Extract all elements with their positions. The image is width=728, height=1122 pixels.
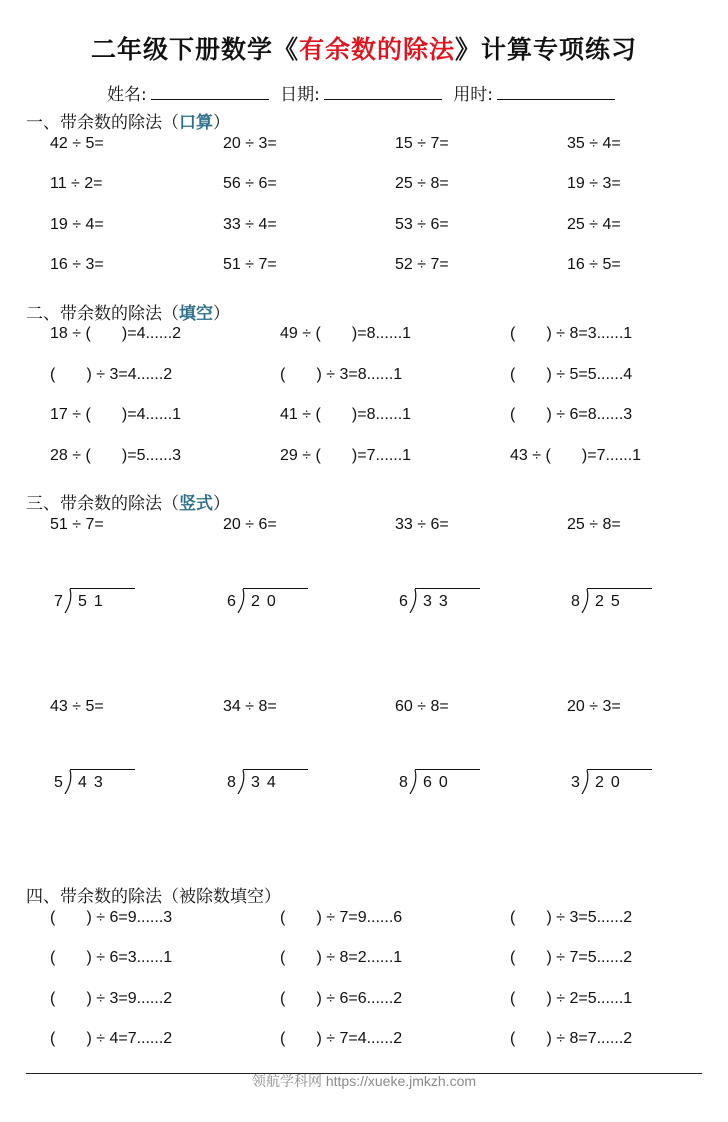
- problem-item[interactable]: 35 ÷ 4=: [567, 135, 621, 152]
- divisor: 8: [399, 774, 408, 791]
- problem-item[interactable]: 25 ÷ 4=: [567, 216, 621, 233]
- problem-item[interactable]: 18 ÷ ( )=4......2: [50, 325, 182, 342]
- division-bar: [587, 588, 652, 589]
- section-3-heading: 三、带余数的除法（竖式）: [26, 494, 230, 514]
- divisor: 6: [399, 593, 408, 610]
- problem-item[interactable]: 19 ÷ 3=: [567, 175, 621, 192]
- date-label: 日期:: [280, 85, 320, 105]
- problem-item[interactable]: ( ) ÷ 8=3......1: [510, 325, 633, 342]
- dividend: 20: [251, 593, 283, 610]
- problem-item[interactable]: 42 ÷ 5=: [50, 135, 104, 152]
- problem-item[interactable]: 34 ÷ 8=: [223, 698, 277, 715]
- problem-item[interactable]: 20 ÷ 3=: [567, 698, 621, 715]
- division-bar: [70, 588, 135, 589]
- problem-item[interactable]: ( ) ÷ 5=5......4: [510, 366, 633, 383]
- problem-row: [0, 909, 728, 933]
- problem-item[interactable]: 20 ÷ 3=: [223, 135, 277, 152]
- division-bar: [243, 588, 308, 589]
- problem-item[interactable]: 25 ÷ 8=: [567, 516, 621, 533]
- problem-item[interactable]: 16 ÷ 3=: [50, 256, 104, 273]
- problem-item[interactable]: ( ) ÷ 8=7......2: [510, 1030, 633, 1047]
- problem-item[interactable]: ( ) ÷ 3=9......2: [50, 990, 173, 1007]
- problem-item[interactable]: ( ) ÷ 3=5......2: [510, 909, 633, 926]
- problem-item[interactable]: ( ) ÷ 6=8......3: [510, 406, 633, 423]
- division-bracket-icon: [409, 770, 421, 794]
- problem-row: [0, 1030, 728, 1054]
- problem-item[interactable]: 19 ÷ 4=: [50, 216, 104, 233]
- division-bar: [243, 769, 308, 770]
- problem-row: [0, 325, 728, 349]
- section-4-heading: 四、带余数的除法（被除数填空）: [26, 887, 281, 907]
- division-bar: [70, 769, 135, 770]
- problem-item[interactable]: 25 ÷ 8=: [395, 175, 449, 192]
- title-highlight: 有余数的除法: [298, 35, 455, 64]
- divisor: 3: [571, 774, 580, 791]
- problem-item[interactable]: ( ) ÷ 6=9......3: [50, 909, 173, 926]
- problem-item[interactable]: 51 ÷ 7=: [223, 256, 277, 273]
- student-info-line: [0, 80, 728, 105]
- dividend: 60: [423, 774, 455, 791]
- problem-item[interactable]: 15 ÷ 7=: [395, 135, 449, 152]
- division-bracket-icon: [581, 770, 593, 794]
- problem-item[interactable]: 20 ÷ 6=: [223, 516, 277, 533]
- problem-row: [0, 175, 728, 199]
- division-bracket-icon: [64, 770, 76, 794]
- problem-item[interactable]: ( ) ÷ 6=3......1: [50, 949, 173, 966]
- problem-item[interactable]: ( ) ÷ 3=4......2: [50, 366, 173, 383]
- time-blank[interactable]: [497, 85, 615, 100]
- problem-item[interactable]: ( ) ÷ 2=5......1: [510, 990, 633, 1007]
- problem-item[interactable]: 43 ÷ ( )=7......1: [510, 447, 642, 464]
- name-blank[interactable]: [151, 85, 269, 100]
- problem-item[interactable]: 28 ÷ ( )=5......3: [50, 447, 182, 464]
- dividend: 25: [595, 593, 627, 610]
- division-bar: [415, 588, 480, 589]
- problem-item[interactable]: 41 ÷ ( )=8......1: [280, 406, 412, 423]
- problem-item[interactable]: 56 ÷ 6=: [223, 175, 277, 192]
- problem-item[interactable]: 11 ÷ 2=: [50, 175, 103, 192]
- dividend: 51: [78, 593, 110, 610]
- problem-item[interactable]: 52 ÷ 7=: [395, 256, 449, 273]
- problem-row: [0, 516, 728, 540]
- problem-item[interactable]: 53 ÷ 6=: [395, 216, 449, 233]
- long-division-bracket[interactable]: [54, 587, 144, 617]
- problem-item[interactable]: 60 ÷ 8=: [395, 698, 449, 715]
- problem-row: [0, 216, 728, 240]
- section-1-heading: 一、带余数的除法（口算）: [26, 113, 230, 133]
- long-division-bracket[interactable]: [571, 768, 661, 798]
- long-division-bracket[interactable]: [227, 768, 317, 798]
- problem-item[interactable]: ( ) ÷ 8=2......1: [280, 949, 403, 966]
- problem-item[interactable]: ( ) ÷ 7=9......6: [280, 909, 403, 926]
- problem-item[interactable]: 33 ÷ 6=: [395, 516, 449, 533]
- problem-row: [0, 990, 728, 1014]
- problem-item[interactable]: ( ) ÷ 7=5......2: [510, 949, 633, 966]
- division-bracket-icon: [64, 589, 76, 613]
- long-division-bracket[interactable]: [399, 587, 489, 617]
- problem-row: [0, 256, 728, 280]
- divisor: 8: [227, 774, 236, 791]
- problem-item[interactable]: 51 ÷ 7=: [50, 516, 104, 533]
- problem-row: [0, 949, 728, 973]
- division-bracket-icon: [237, 589, 249, 613]
- problem-item[interactable]: 29 ÷ ( )=7......1: [280, 447, 412, 464]
- page-title: 二年级下册数学《有余数的除法》计算专项练习: [90, 35, 638, 64]
- division-bracket-icon: [237, 770, 249, 794]
- problem-item[interactable]: 49 ÷ ( )=8......1: [280, 325, 412, 342]
- problem-item[interactable]: 16 ÷ 5=: [567, 256, 621, 273]
- long-division-bracket[interactable]: [227, 587, 317, 617]
- problem-item[interactable]: ( ) ÷ 6=6......2: [280, 990, 403, 1007]
- problem-item[interactable]: 43 ÷ 5=: [50, 698, 104, 715]
- problem-item[interactable]: ( ) ÷ 4=7......2: [50, 1030, 173, 1047]
- problem-row: [0, 698, 728, 722]
- dividend: 20: [595, 774, 627, 791]
- problem-item[interactable]: 17 ÷ ( )=4......1: [50, 406, 182, 423]
- divisor: 5: [54, 774, 63, 791]
- problem-row: [0, 406, 728, 430]
- long-division-bracket[interactable]: [571, 587, 661, 617]
- name-label: 姓名:: [106, 85, 147, 105]
- problem-row: [0, 135, 728, 159]
- divisor: 6: [227, 593, 236, 610]
- time-label: 用时:: [453, 85, 493, 105]
- division-bar: [415, 769, 480, 770]
- problem-item[interactable]: ( ) ÷ 3=8......1: [280, 366, 403, 383]
- division-bracket-icon: [409, 589, 421, 613]
- dividend: 43: [78, 774, 110, 791]
- problem-row: [0, 447, 728, 471]
- date-blank[interactable]: [324, 85, 442, 100]
- problem-item[interactable]: ( ) ÷ 7=4......2: [280, 1030, 403, 1047]
- long-division-bracket[interactable]: [54, 768, 144, 798]
- long-division-bracket[interactable]: [399, 768, 489, 798]
- problem-item[interactable]: 33 ÷ 4=: [223, 216, 277, 233]
- section-2-heading: 二、带余数的除法（填空）: [26, 304, 230, 324]
- dividend: 33: [423, 593, 455, 610]
- division-bracket-icon: [581, 589, 593, 613]
- divisor: 8: [571, 593, 580, 610]
- problem-row: [0, 366, 728, 390]
- footer-text: 领航学科网 https://xueke.jmkzh.com: [251, 1073, 477, 1089]
- dividend: 34: [251, 774, 283, 791]
- division-bar: [587, 769, 652, 770]
- divisor: 7: [54, 593, 63, 610]
